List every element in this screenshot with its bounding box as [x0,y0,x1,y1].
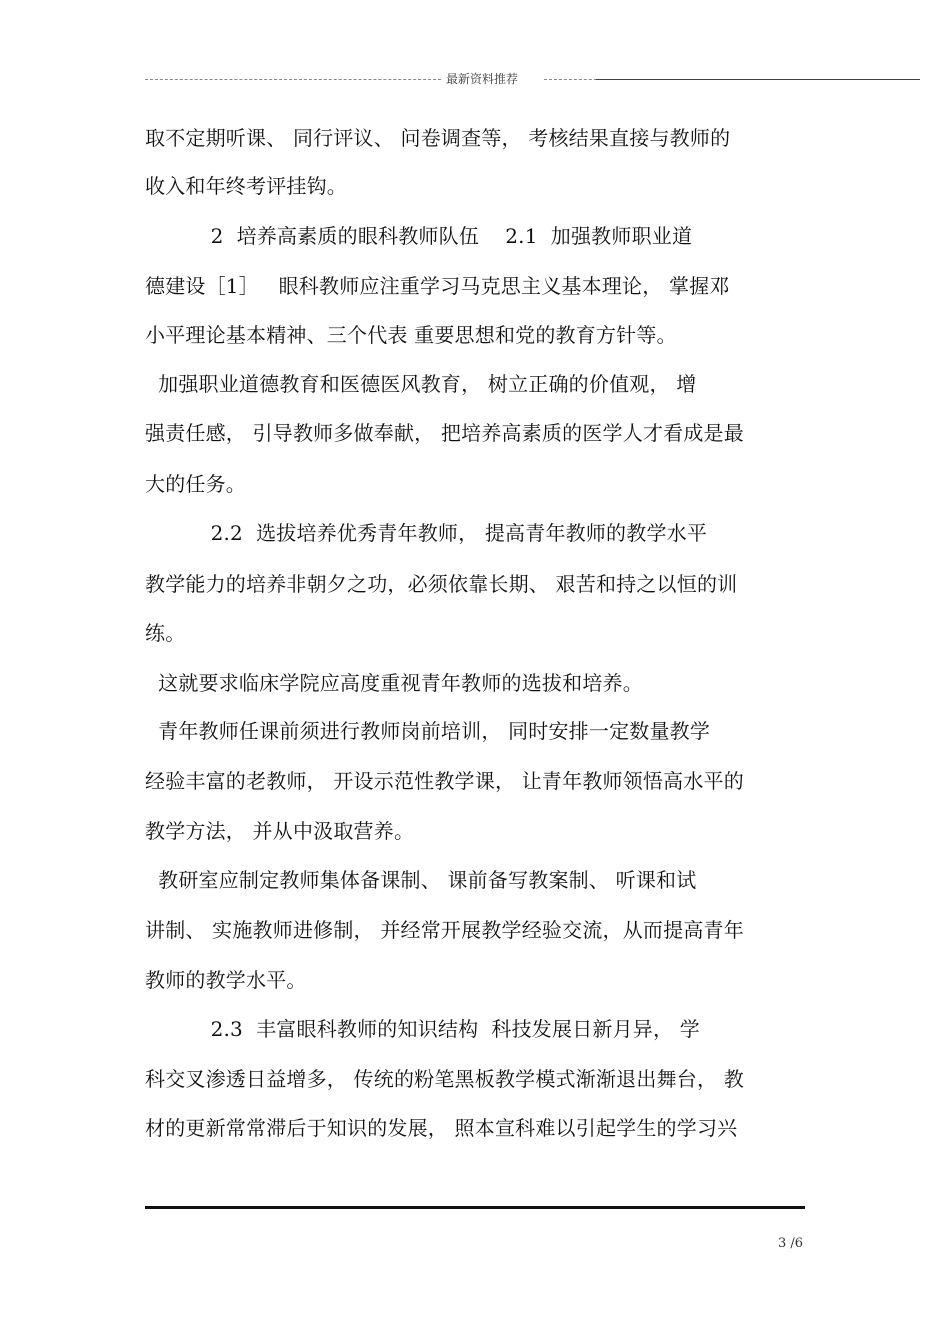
text-line: 这就要求临床学院应高度重视青年教师的选拔和培养。 [145,671,643,695]
text-line: 收入和年终考评挂钩。 [145,174,347,198]
text-line: 2 培养高素质的眼科教师队伍 2.1 加强教师职业道 [145,224,693,248]
text-line: 教学方法， 并从中汲取营养。 [145,819,415,843]
text-line: 科交叉渗透日益增多， 传统的粉笔黑板教学模式渐渐退出舞台， 教 [145,1067,744,1091]
text-line: 教师的教学水平。 [145,968,307,992]
text-line: 加强职业道德教育和医德医风教育， 树立正确的价值观， 增 [145,372,697,396]
text-line: 德建设［1］ 眼科教师应注重学习马克思主义基本理论， 掌握邓 [145,274,730,298]
text-line: 讲制、 实施教师进修制， 并经常开展教学经验交流，从而提高青年 [145,918,744,942]
footer-rule [145,1206,805,1209]
text-line: 取不定期听课、 同行评议、 问卷调查等， 考核结果直接与教师的 [145,126,731,150]
text-line: 大的任务。 [145,472,246,496]
text-line: 经验丰富的老教师， 开设示范性教学课， 让青年教师领悟高水平的 [145,769,744,793]
text-line: 2.2 选拔培养优秀青年教师， 提高青年教师的教学水平 [145,521,708,545]
header-title: 最新资料推荐 [446,72,519,86]
header-rule-solid [596,79,920,80]
text-line: 练。 [145,621,186,645]
page-number: 3 /6 [778,1236,804,1251]
text-line: 强责任感， 引导教师多做奉献， 把培养高素质的医学人才看成是最 [145,421,744,445]
header-rule-left [145,79,441,80]
text-line: 2.3 丰富眼科教师的知识结构 科技发展日新月异， 学 [145,1017,700,1041]
text-line: 教学能力的培养非朝夕之功，必须依靠长期、 艰苦和持之以恒的训 [145,572,738,596]
text-line: 小平理论基本精神、三个代表 重要思想和党的教育方针等。 [145,323,677,347]
text-line: 教研室应制定教师集体备课制、 课前备写教案制、 听课和试 [145,868,697,892]
text-line: 材的更新常常滞后于知识的发展， 照本宣科难以引起学生的学习兴 [145,1116,738,1140]
text-line: 青年教师任课前须进行教师岗前培训， 同时安排一定数量教学 [145,719,711,743]
